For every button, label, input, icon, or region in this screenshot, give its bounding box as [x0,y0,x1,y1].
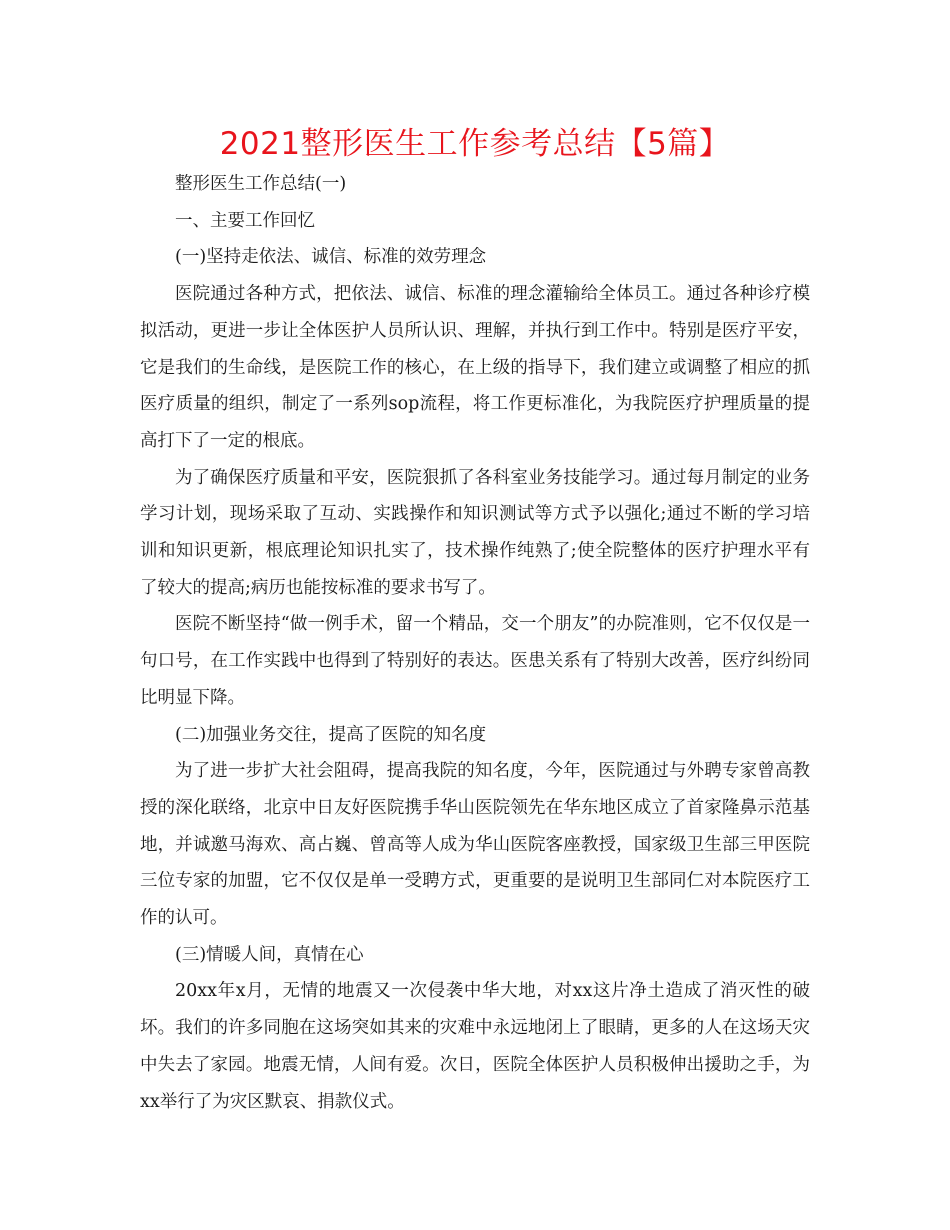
subsection-heading-2: (二)加强业务交往，提高了医院的知名度 [175,724,487,745]
document-title: 2021整形医生工作参考总结【5篇】 [219,126,731,162]
body-paragraph: 医院不断坚持“做一例手术，留一个精品，交一个朋友”的办院准则，它不仅仅是一句口号，在工作实践中也得到了特别好的表达。医患关系有了特别大改善，医疗纠纷同比明显下降。 [140,614,810,708]
body-paragraph: 20xx年x月，无情的地震又一次侵袭中华大地，对xx这片净土造成了消灭性的破坏。我们的许多同胞在这场突如其来的灾难中永远地闭上了眼睛，更多的人在这场天灾中失去了家园。地震无情，人间有爱。次日，医院全体医护人员积极伸出援助之手，为xx举行了为灾区默哀、捐款仪式。 [140,981,810,1112]
section-heading-main-review: 一、主要工作回忆 [175,210,315,231]
document-body [140,166,810,1120]
section-heading-article-1: 整形医生工作总结(一) [175,174,347,194]
subsection-heading-3: (三)情暖人间，真情在心 [175,944,364,965]
body-paragraph: 为了进一步扩大社会阻碍，提高我院的知名度，今年，医院通过与外聘专家曾高教授的深化联络，北京中日友好医院携手华山医院领先在华东地区成立了首家隆鼻示范基地，并诚邀马海欢、高占巍、曾高等人成为华山医院客座教授，国家级卫生部三甲医院三位专家的加盟，它不仅仅是单一受聘方式，更重要的是说明卫生部同仁对本院医疗工作的认可。 [140,761,810,929]
body-paragraph: 医院通过各种方式，把依法、诚信、标准的理念灌输给全体员工。通过各种诊疗模拟活动，更进一步让全体医护人员所认识、理解，并执行到工作中。特别是医疗平安，它是我们的生命线，是医院工作的核心，在上级的指导下，我们建立或调整了相应的抓医疗质量的组织，制定了一系列sop流程，将工作更标准化，为我院医疗护理质量的提高打下了一定的根底。 [140,284,810,451]
subsection-heading-1: (一)坚持走依法、诚信、标准的效劳理念 [175,247,487,268]
body-paragraph: 为了确保医疗质量和平安，医院狠抓了各科室业务技能学习。通过每月制定的业务学习计划，现场采取了互动、实践操作和知识测试等方式予以强化;通过不断的学习培训和知识更新，根底理论知识扎实了，技术操作纯熟了;使全院整体的医疗护理水平有了较大的提高;病历也能按标准的要求书写了。 [140,467,810,598]
